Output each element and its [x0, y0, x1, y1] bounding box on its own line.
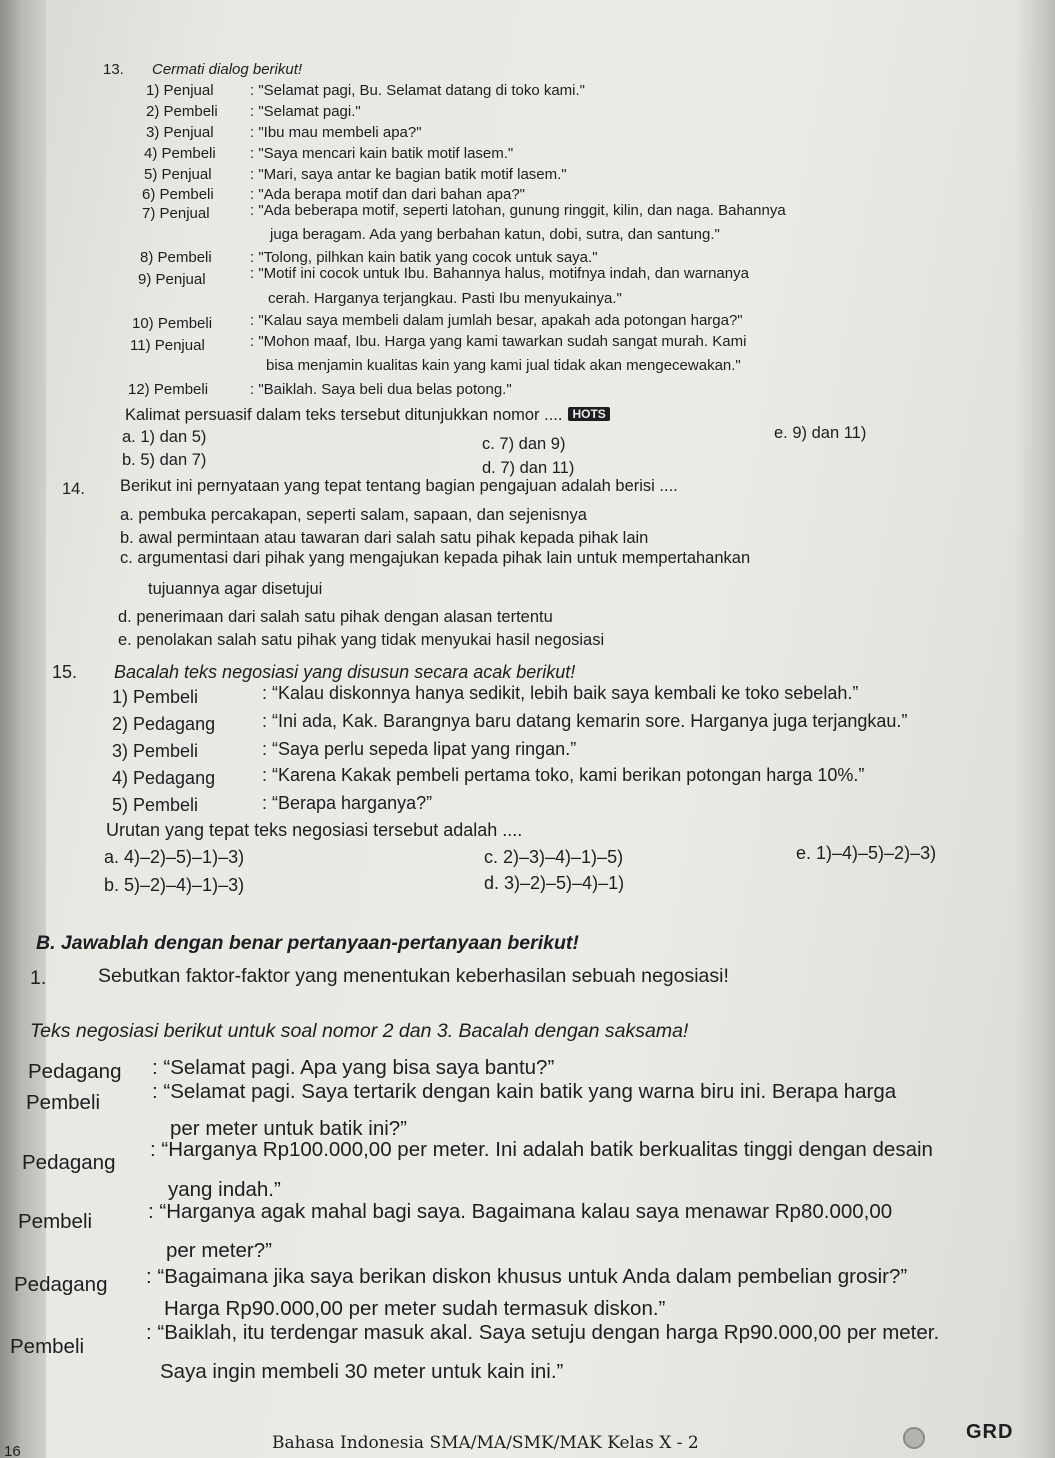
page-binding-shadow — [0, 0, 46, 1458]
q13-dialog-12-speaker: 12) Pembeli — [128, 381, 209, 398]
sb-dialog-5-text: : “Bagaimana jika saya berikan diskon khusus untuk Anda dalam pembelian grosir?” — [146, 1265, 908, 1288]
q13-dialog-2-speaker: 2) Pembeli — [146, 103, 218, 120]
q13-option-a: a. 1) dan 5) — [122, 428, 207, 446]
q15-option-c: c. 2)–3)–4)–1)–5) — [484, 847, 624, 867]
q15-number: 15. — [52, 662, 78, 682]
q15-option-d: d. 3)–2)–5)–4)–1) — [484, 873, 625, 893]
circle-icon — [903, 1427, 925, 1449]
q14-option-e: e. penolakan salah satu pihak yang tidak menyukai hasil negosiasi — [118, 631, 605, 649]
sb-dialog-2-speaker: Pembeli — [26, 1091, 101, 1114]
q15-option-b: b. 5)–2)–4)–1)–3) — [104, 875, 245, 895]
q13-option-d: d. 7) dan 11) — [482, 459, 575, 477]
sb-dialog-1-text: : “Selamat pagi. Apa yang bisa saya bantu?” — [152, 1056, 555, 1079]
q13-dialog-6-speaker: 6) Pembeli — [142, 186, 214, 203]
sb-dialog-1-speaker: Pedagang — [28, 1060, 122, 1083]
hots-badge: HOTS — [568, 407, 609, 421]
q14-option-d: d. penerimaan dari salah satu pihak dengan alasan tertentu — [118, 608, 553, 626]
q15-dialog-5-speaker: 5) Pembeli — [112, 795, 199, 815]
q13-dialog-7-speaker: 7) Penjual — [142, 205, 210, 222]
section-b-intro: Teks negosiasi berikut untuk soal nomor 2 dan 3. Bacalah dengan saksama! — [30, 1020, 689, 1042]
sb-dialog-4-text-cont: per meter?” — [166, 1239, 272, 1262]
q13-question-text: Kalimat persuasif dalam teks tersebut ditunjukkan nomor .... — [125, 406, 563, 424]
q15-dialog-5-text: : “Berapa harganya?” — [262, 793, 433, 813]
q15-option-e: e. 1)–4)–5)–2)–3) — [796, 843, 937, 863]
page-right-edge — [1015, 0, 1055, 1458]
q13-dialog-2-text: : "Selamat pagi." — [250, 103, 361, 120]
q13-dialog-1-speaker: 1) Penjual — [146, 82, 214, 99]
q15-dialog-2-text: : “Ini ada, Kak. Barangnya baru datang kemarin sore. Harganya juga terjangkau.” — [262, 711, 908, 731]
q15-dialog-1-text: : “Kalau diskonnya hanya sedikit, lebih baik saya kembali ke toko sebelah.” — [262, 683, 859, 703]
q13-option-e: e. 9) dan 11) — [774, 424, 867, 442]
q13-dialog-5-text: : "Mari, saya antar ke bagian batik motif lasem." — [250, 166, 567, 183]
q13-dialog-11-text-cont: bisa menjamin kualitas kain yang kami jual tidak akan mengecewakan." — [266, 357, 741, 374]
sb-dialog-3-text: : “Harganya Rp100.000,00 per meter. Ini adalah batik berkualitas tinggi dengan desain — [150, 1138, 933, 1161]
q15-dialog-1-speaker: 1) Pembeli — [112, 687, 199, 707]
q14-option-a: a. pembuka percakapan, seperti salam, sapaan, dan sejenisnya — [120, 506, 587, 524]
q15-dialog-2-speaker: 2) Pedagang — [112, 714, 216, 734]
q13-dialog-5-speaker: 5) Penjual — [144, 166, 212, 183]
q13-dialog-8-text: : "Tolong, pilhkan kain batik yang cocok untuk saya." — [250, 249, 598, 266]
q13-dialog-3-text: : "Ibu mau membeli apa?" — [250, 124, 422, 141]
page-number: 16 — [4, 1443, 21, 1458]
section-b-q1: Sebutkan faktor-faktor yang menentukan keberhasilan sebuah negosiasi! — [98, 965, 729, 987]
sb-dialog-6-speaker: Pembeli — [10, 1335, 85, 1358]
section-b-title: B. Jawablah dengan benar pertanyaan-pertanyaan berikut! — [36, 932, 579, 954]
q15-option-a: a. 4)–2)–5)–1)–3) — [104, 847, 245, 867]
q15-dialog-4-speaker: 4) Pedagang — [112, 768, 216, 788]
q13-dialog-4-text: : "Saya mencari kain batik motif lasem." — [250, 145, 514, 162]
sb-dialog-5-speaker: Pedagang — [14, 1273, 108, 1296]
q13-dialog-11-speaker: 11) Penjual — [130, 337, 205, 354]
q13-dialog-7-text: : "Ada beberapa motif, seperti latohan, gunung ringgit, kilin, dan naga. Bahannya — [250, 202, 786, 219]
q15-question: Urutan yang tepat teks negosiasi tersebut adalah .... — [106, 820, 523, 840]
q13-dialog-9-text-cont: cerah. Harganya terjangkau. Pasti Ibu menyukainya." — [268, 290, 622, 307]
section-b-q1-number: 1. — [30, 967, 47, 989]
q13-dialog-9-text: : "Motif ini cocok untuk Ibu. Bahannya halus, motifnya indah, dan warnanya — [250, 265, 749, 282]
sb-dialog-4-speaker: Pembeli — [18, 1210, 93, 1233]
q13-number: 13. — [103, 61, 124, 78]
q15-dialog-4-text: : “Karena Kakak pembeli pertama toko, kami berikan potongan harga 10%.” — [262, 765, 865, 785]
q13-dialog-9-speaker: 9) Penjual — [138, 271, 206, 288]
q14-option-c-cont: tujuannya agar disetujui — [148, 580, 323, 598]
q13-dialog-3-speaker: 3) Penjual — [146, 124, 214, 141]
q13-dialog-10-text: : "Kalau saya membeli dalam jumlah besar, apakah ada potongan harga?" — [250, 312, 743, 329]
sb-dialog-2-text: : “Selamat pagi. Saya tertarik dengan kain batik yang warna biru ini. Berapa harga — [152, 1080, 897, 1103]
q15-prompt: Bacalah teks negosiasi yang disusun secara acak berikut! — [114, 662, 576, 682]
q13-prompt: Cermati dialog berikut! — [152, 61, 303, 78]
q13-option-b: b. 5) dan 7) — [122, 451, 207, 469]
q15-dialog-3-speaker: 3) Pembeli — [112, 741, 199, 761]
q14-question: Berikut ini pernyataan yang tepat tentang bagian pengajuan adalah berisi .... — [120, 477, 678, 495]
sb-dialog-6-text: : “Baiklah, itu terdengar masuk akal. Saya setuju dengan harga Rp90.000,00 per meter. — [146, 1321, 940, 1344]
q13-dialog-7-text-cont: juga beragam. Ada yang berbahan katun, dobi, sutra, dan santung." — [270, 226, 720, 243]
publisher-logo: GRD — [966, 1421, 1014, 1443]
sb-dialog-4-text: : “Harganya agak mahal bagi saya. Bagaimana kalau saya menawar Rp80.000,00 — [148, 1200, 893, 1223]
q14-number: 14. — [62, 480, 85, 498]
q13-dialog-11-text: : "Mohon maaf, Ibu. Harga yang kami tawarkan sudah sangat murah. Kami — [250, 333, 747, 350]
sb-dialog-5-text-cont: Harga Rp90.000,00 per meter sudah termasuk diskon.” — [164, 1297, 666, 1320]
q13-question — [125, 407, 610, 424]
q13-dialog-6-text: : "Ada berapa motif dan dari bahan apa?" — [250, 186, 526, 203]
sb-dialog-2-text-cont: per meter untuk batik ini?” — [170, 1117, 408, 1140]
q15-dialog-3-text: : “Saya perlu sepeda lipat yang ringan.” — [262, 739, 577, 759]
q13-dialog-1-text: : "Selamat pagi, Bu. Selamat datang di toko kami." — [250, 82, 585, 99]
sb-dialog-6-text-cont: Saya ingin membeli 30 meter untuk kain ini.” — [160, 1360, 564, 1383]
sb-dialog-3-text-cont: yang indah.” — [168, 1178, 281, 1201]
sb-dialog-3-speaker: Pedagang — [22, 1151, 116, 1174]
q14-option-c: c. argumentasi dari pihak yang mengajukan kepada pihak lain untuk mempertahankan — [120, 549, 751, 567]
q13-dialog-12-text: : "Baiklah. Saya beli dua belas potong." — [250, 381, 512, 398]
book-title-footer: Bahasa Indonesia SMA/MA/SMK/MAK Kelas X - 2 — [272, 1433, 699, 1453]
q13-dialog-8-speaker: 8) Pembeli — [140, 249, 212, 266]
q13-dialog-4-speaker: 4) Pembeli — [144, 145, 216, 162]
q13-dialog-10-speaker: 10) Pembeli — [132, 315, 213, 332]
q13-option-c: c. 7) dan 9) — [482, 435, 566, 453]
q14-option-b: b. awal permintaan atau tawaran dari salah satu pihak kepada pihak lain — [120, 529, 649, 547]
